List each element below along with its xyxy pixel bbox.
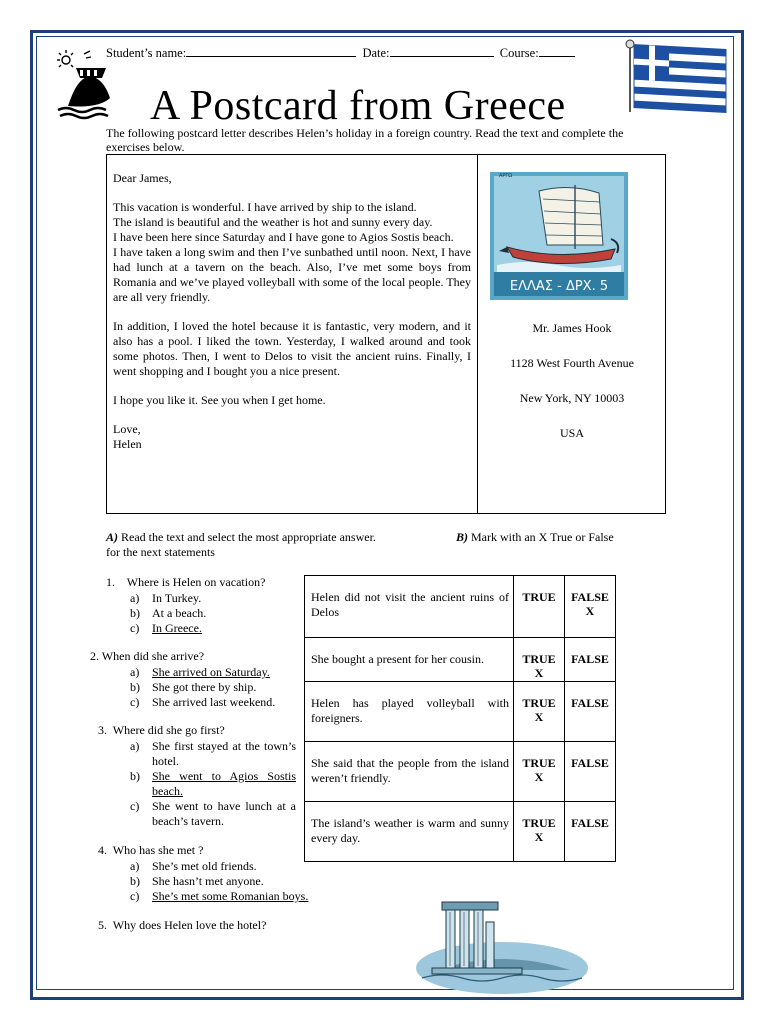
true-cell[interactable]: TRUE X [514,638,565,682]
greek-flag-icon [622,38,730,114]
question-3 [96,723,296,829]
date-label: Date: [362,46,390,60]
question-text: When did she arrive? [101,649,205,663]
table-row [305,802,616,862]
statement-cell: The island’s weather is warm and sunny every day. [305,802,514,862]
course-field[interactable] [539,45,575,57]
true-mark: X [534,830,544,844]
answer-option-selected[interactable]: c) She’s met some Romanian boys. [130,889,309,903]
student-name-label: Student’s name: [106,46,187,60]
section-b-instruction [456,530,614,545]
answer-option[interactable]: b) She got there by ship. [130,680,257,694]
answer-option[interactable]: a) She’s met old friends. [130,859,257,873]
table-row [305,576,616,638]
question-number: 5. [98,918,107,932]
address-street: 1128 West Fourth Avenue [510,356,634,370]
postcard-divider [477,155,478,513]
letter-paragraph: In addition, I loved the hotel because it is fantastic, very modern, and it also has a pool. I liked the town. Yesterday, I walked around and took some photos. Then, I went to Delos to visit the ancient ruins. Finally, I went shopping and I bought you a nice present. [113,319,471,378]
ship-stamp-icon [487,169,631,303]
true-mark: X [534,710,544,724]
stamp-text: ΕΛΛΑΣ - ΔΡΧ. 5 [509,279,609,294]
letter-line: I have taken a long swim and then I’ve sunbathed until noon. Next, I have had lunch at a tavern on the beach. Also, I’ve met some boys from Romania and we’ve played volleyball with some of the local people. They are all very friendly. [113,245,471,304]
false-cell[interactable]: FALSE [565,638,616,682]
letter-paragraph: I hope you like it. See you when I get home. [113,393,326,407]
letter-line: I have been here since Saturday and I have gone to Agios Sostis beach. [113,230,454,244]
answer-option[interactable]: c) She arrived last weekend. [130,695,276,709]
intro-text: The following postcard letter describes Helen’s holiday in a foreign country. Read the text and complete the exercises below. [106,126,624,154]
answer-option[interactable]: a) She first stayed at the town’s hotel. [130,739,296,768]
letter-signature: Helen [113,437,142,451]
letter-greeting: Dear James, [113,171,172,185]
table-row [305,682,616,742]
section-b-text: Mark with an X True or False [471,530,614,544]
answer-option[interactable]: a) In Turkey. [130,591,202,605]
address-country: USA [559,426,584,440]
postcard-letter [113,171,471,452]
true-cell[interactable]: TRUE X [514,802,565,862]
statement-cell: She said that the people from the island weren’t friendly. [305,742,514,802]
true-cell[interactable]: TRUE [514,576,565,638]
statement-cell: Helen has played volleyball with foreigners. [305,682,514,742]
answer-option-selected[interactable]: c) In Greece. [130,621,202,635]
section-b-label: B) [456,530,468,544]
false-cell[interactable]: FALSE [565,742,616,802]
course-label: Course: [499,46,539,60]
stamp-small-text: ΑΡΓΩ [499,173,513,179]
postage-stamp [487,169,631,303]
answer-option-selected[interactable]: b) She went to Agios Sostis beach. [130,769,296,798]
question-number: 3. [98,723,107,737]
true-cell[interactable]: TRUE X [514,682,565,742]
false-cell[interactable]: FALSE X [565,576,616,638]
date-field[interactable] [390,45,494,57]
question-text: Why does Helen love the hotel? [112,918,267,932]
section-a-text2: for the next statements [106,545,215,559]
answer-option[interactable]: c) She went to have lunch at a beach’s tavern. [130,799,296,828]
question-5 [96,918,336,934]
section-a-label: A) [106,530,118,544]
letter-line: This vacation is wonderful. I have arrived by ship to the island. [113,200,417,214]
table-row [305,742,616,802]
section-a-instruction [106,530,406,560]
question-4 [96,843,326,904]
question-text: Where did she go first? [112,723,225,737]
recipient-address [479,321,665,461]
greek-ruins-clipart-icon [412,898,592,994]
postcard [106,154,666,514]
section-a-text: Read the text and select the most appropriate answer. [121,530,376,544]
answer-option[interactable]: b) She hasn’t met anyone. [130,874,264,888]
false-cell[interactable]: FALSE [565,802,616,862]
true-false-table [304,575,616,862]
student-info-header [106,45,575,61]
question-number: 2. [90,649,99,663]
question-1 [96,575,306,636]
false-cell[interactable]: FALSE [565,682,616,742]
question-number: 4. [98,843,107,857]
true-mark: X [534,666,544,680]
page-title: A Postcard from Greece [150,83,566,129]
answer-option[interactable]: b) At a beach. [130,606,207,620]
letter-line: The island is beautiful and the weather is hot and sunny every day. [113,215,433,229]
question-text: Who has she met ? [112,843,204,857]
question-text: Where is Helen on vacation? [126,575,266,589]
letter-closing: Love, [113,422,141,436]
address-city: New York, NY 10003 [519,391,625,405]
true-mark: X [534,770,544,784]
statement-cell: Helen did not visit the ancient ruins of Delos [305,576,514,638]
address-name: Mr. James Hook [532,321,612,335]
false-mark: X [585,604,595,618]
student-name-field[interactable] [186,45,356,57]
question-2 [90,649,306,710]
table-row [305,638,616,682]
true-cell[interactable]: TRUE X [514,742,565,802]
question-number: 1. [106,575,115,589]
statement-cell: She bought a present for her cousin. [305,638,514,682]
answer-option-selected[interactable]: a) She arrived on Saturday. [130,665,270,679]
